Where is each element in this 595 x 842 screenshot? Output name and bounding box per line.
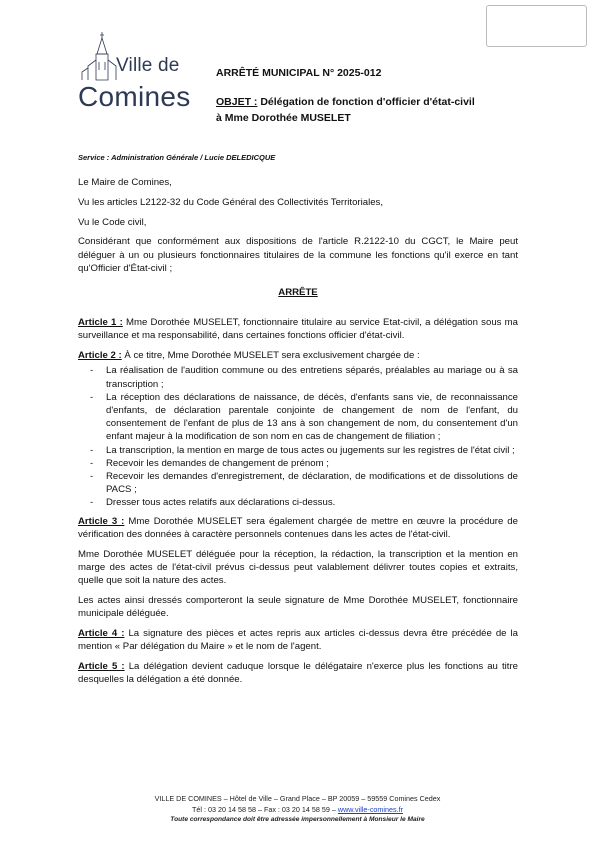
article-2 bbox=[78, 349, 518, 362]
preamble-line: Considérant que conformément aux dispositions de l'article R.2122-10 du CGCT, le Maire peut déléguer à un ou plusieurs fonctionnaires titulaires de la commune les fonctions qu'il exerce en tant qu'Officier d'État-civil ; bbox=[78, 236, 518, 274]
article-3-paragraph: Les actes ainsi dressés comporteront la seule signature de Mme Dorothée MUSELET, fonctionnaire municipale déléguée. bbox=[78, 594, 518, 620]
document-title: ARRÊTÉ MUNICIPAL N° 2025-012 bbox=[216, 67, 382, 79]
document-body bbox=[78, 176, 518, 693]
document-subject bbox=[216, 94, 516, 126]
city-logo bbox=[78, 32, 198, 114]
article-1 bbox=[78, 316, 518, 342]
website-link[interactable]: www.ville-comines.fr bbox=[337, 804, 403, 814]
article-label: Article 3 : bbox=[78, 515, 125, 527]
footer-contact: Tél : 03 20 14 58 58 – Fax : 03 20 14 58 59 – www.ville-comines.fr bbox=[192, 804, 403, 814]
arrete-heading: ARRÊTE bbox=[278, 287, 318, 298]
article-5 bbox=[78, 660, 518, 686]
footer-note: Toute correspondance doit être adressée impersonnellement à Monsieur le Maire bbox=[170, 816, 425, 823]
logo-text-ville: Ville de bbox=[116, 55, 180, 76]
article-text: La signature des pièces et actes repris aux articles ci-dessus devra être précédée de la mention « Par délégation du Maire » et le nom de l'agent. bbox=[78, 627, 518, 653]
article-3 bbox=[78, 515, 518, 541]
service-line: Service : Administration Générale / Lucie DELEDICQUE bbox=[78, 153, 276, 162]
list-item: - La réception des déclarations de naissance, de décès, d'enfants sans vie, de reconnaissance d'enfants, de déclaration parentale conjointe de changement de nom de l'enfant, du consentement de l'enfant de plus de 13 ans à son changement de nom, du consentement d'un enfant majeur à la modification de son nom en cas de changement de filiation ; bbox=[90, 391, 518, 443]
article-label: Article 2 : bbox=[78, 350, 122, 362]
preamble-line: Vu le Code civil, bbox=[78, 216, 147, 228]
article-text: Mme Dorothée MUSELET, fonctionnaire titulaire au service Etat-civil, a délégation sous ma surveillance et ma responsabilité, dans certaines fonctions officier d'état-civil. bbox=[78, 317, 518, 342]
list-item: - La réalisation de l'audition commune ou des entretiens séparés, préalables au mariage ou à sa transcription ; bbox=[90, 365, 518, 390]
article-3-paragraph: Mme Dorothée MUSELET déléguée pour la réception, la rédaction, la transcription et la mention en marge des actes de l'état-civil prévus ci-dessus peut valablement délivrer toutes copies et extraits, quelle que soit la nature des actes. bbox=[78, 548, 518, 587]
stamp-box bbox=[486, 5, 587, 47]
list-item: - Dresser tous actes relatifs aux déclarations ci-dessus. bbox=[90, 497, 336, 509]
subject-label: OBJET : bbox=[216, 96, 258, 108]
footer-address: VILLE DE COMINES – Hôtel de Ville – Grand Place – BP 20059 – 59559 Comines Cedex bbox=[154, 794, 441, 803]
article-4 bbox=[78, 627, 518, 653]
subject-text-2: à Mme Dorothée MUSELET bbox=[216, 112, 351, 124]
logo-text-comines: Comines bbox=[78, 81, 191, 112]
article-2-list bbox=[78, 364, 518, 509]
article-label: Article 1 : bbox=[78, 317, 123, 329]
list-item: - Recevoir les demandes de changement de prénom ; bbox=[90, 457, 329, 469]
preamble-line: Vu les articles L2122-32 du Code Général des Collectivités Territoriales, bbox=[78, 196, 384, 208]
list-item: - La transcription, la mention en marge de tous actes ou jugements sur les registres de l'état civil ; bbox=[90, 444, 515, 456]
article-label: Article 4 : bbox=[78, 627, 125, 639]
list-item: - Recevoir les demandes d'enregistrement, de déclaration, de modifications et de dissolutions de PACS ; bbox=[90, 471, 518, 496]
article-label: Article 5 : bbox=[78, 660, 125, 672]
article-text: La délégation devient caduque lorsque le délégataire n'exerce plus les fonctions au titre desquelles la délégation a été donnée. bbox=[78, 660, 518, 686]
article-text: À ce titre, Mme Dorothée MUSELET sera exclusivement chargée de : bbox=[121, 350, 420, 362]
preamble-line: Le Maire de Comines, bbox=[78, 177, 172, 188]
church-icon bbox=[78, 32, 118, 82]
subject-text-1: Délégation de fonction d'officier d'état-civil bbox=[257, 96, 475, 108]
article-text: Mme Dorothée MUSELET sera également chargée de mettre en œuvre la procédure de vérification des données à caractère personnels contenues dans les actes de l'état-civil. bbox=[78, 515, 518, 540]
page-footer bbox=[0, 794, 595, 826]
